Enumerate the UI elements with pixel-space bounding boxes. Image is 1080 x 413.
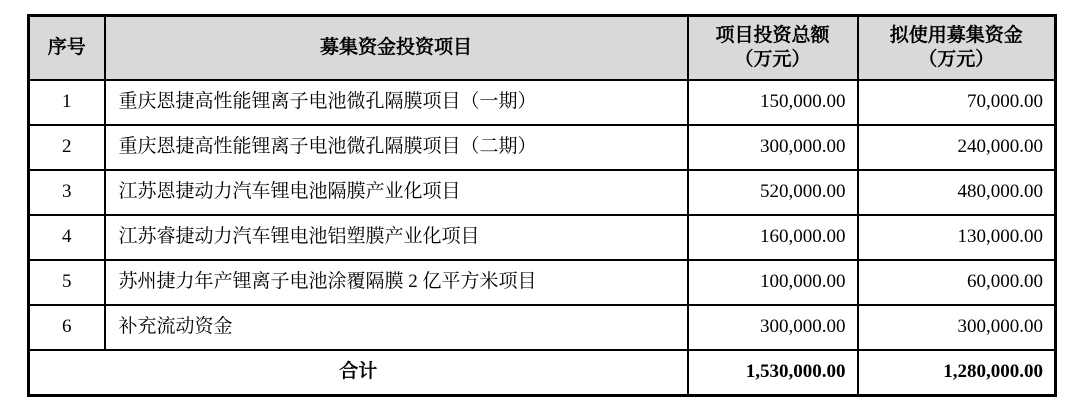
header-total-investment-line2: （万元）	[734, 48, 811, 70]
header-col-serial-number: 序号	[29, 16, 105, 80]
total-investment-cell: 150,000.00	[688, 80, 858, 125]
table-row	[29, 305, 1056, 350]
table-row	[29, 260, 1056, 305]
fundraising-projects-table	[27, 14, 1057, 397]
raised-funds-cell: 240,000.00	[858, 125, 1056, 170]
project-name-cell: 江苏恩捷动力汽车锂电池隔膜产业化项目	[105, 170, 688, 215]
header-col-total-investment	[688, 16, 858, 80]
total-row-label: 合计	[29, 350, 688, 396]
header-raised-funds-line2: （万元）	[918, 48, 995, 70]
table-row	[29, 80, 1056, 125]
table-row	[29, 170, 1056, 215]
header-total-investment-line1: 项目投资总额	[715, 25, 830, 46]
total-investment-cell: 300,000.00	[688, 305, 858, 350]
project-name-cell: 重庆恩捷高性能锂离子电池微孔隔膜项目（二期）	[105, 125, 688, 170]
raised-funds-cell: 300,000.00	[858, 305, 1056, 350]
raised-funds-cell: 130,000.00	[858, 215, 1056, 260]
raised-funds-cell: 60,000.00	[858, 260, 1056, 305]
total-investment-sum: 1,530,000.00	[688, 350, 858, 396]
table-row	[29, 125, 1056, 170]
table-total-row	[29, 350, 1056, 396]
table-header-row	[29, 16, 1056, 80]
total-investment-cell: 300,000.00	[688, 125, 858, 170]
row-serial-number: 1	[29, 80, 105, 125]
project-name-cell: 重庆恩捷高性能锂离子电池微孔隔膜项目（一期）	[105, 80, 688, 125]
project-name-cell: 补充流动资金	[105, 305, 688, 350]
row-serial-number: 5	[29, 260, 105, 305]
project-name-cell: 江苏睿捷动力汽车锂电池铝塑膜产业化项目	[105, 215, 688, 260]
project-name-cell: 苏州捷力年产锂离子电池涂覆隔膜 2 亿平方米项目	[105, 260, 688, 305]
raised-funds-cell: 70,000.00	[858, 80, 1056, 125]
row-serial-number: 2	[29, 125, 105, 170]
header-raised-funds-line1: 拟使用募集资金	[889, 25, 1023, 46]
row-serial-number: 3	[29, 170, 105, 215]
raised-funds-sum: 1,280,000.00	[858, 350, 1056, 396]
header-col-project-name: 募集资金投资项目	[105, 16, 688, 80]
raised-funds-cell: 480,000.00	[858, 170, 1056, 215]
total-investment-cell: 520,000.00	[688, 170, 858, 215]
row-serial-number: 6	[29, 305, 105, 350]
row-serial-number: 4	[29, 215, 105, 260]
total-investment-cell: 100,000.00	[688, 260, 858, 305]
table-row	[29, 215, 1056, 260]
header-col-raised-funds	[858, 16, 1056, 80]
total-investment-cell: 160,000.00	[688, 215, 858, 260]
